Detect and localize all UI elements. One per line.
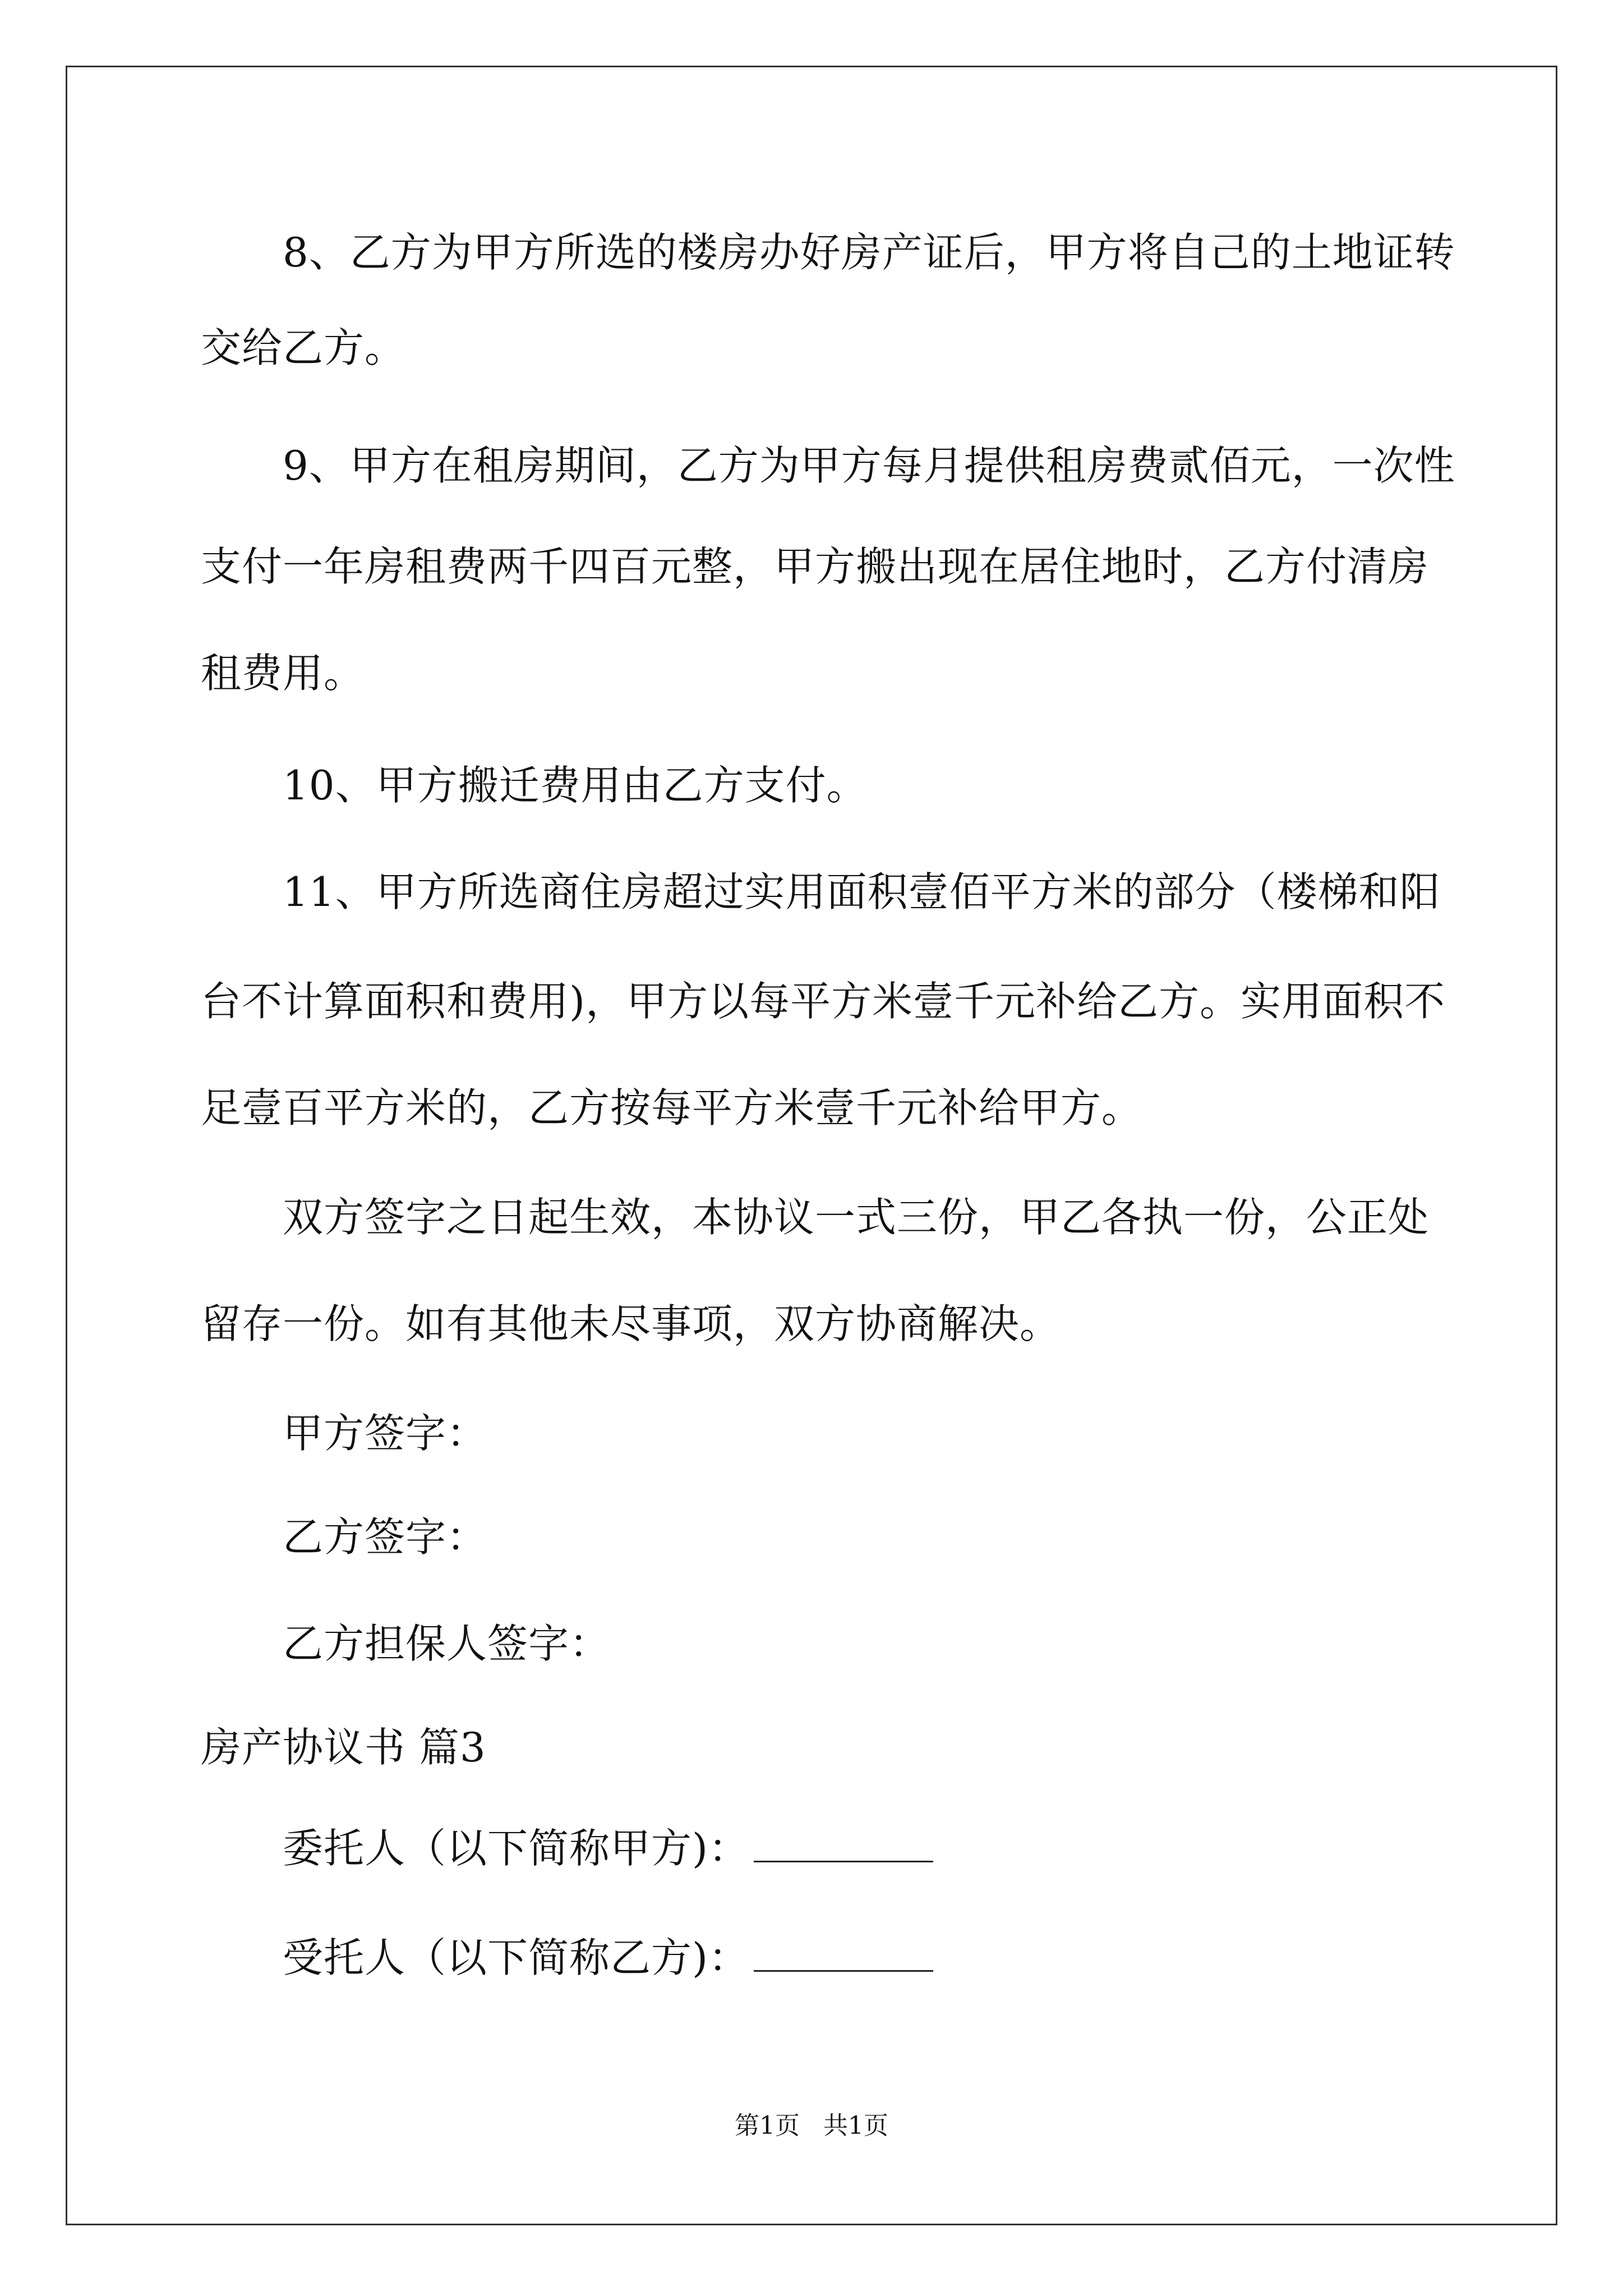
paragraph-9-line-3: 租费用。 (201, 650, 365, 697)
party-a-signature-label: 甲方签字： (201, 1410, 488, 1457)
principal-blank (754, 1824, 933, 1862)
paragraph-11-line-3: 足壹百平方米的，乙方按每平方米壹千元补给甲方。 (201, 1084, 1143, 1131)
agent-line (201, 1930, 1429, 1986)
paragraph-10-line-1: 10、甲方搬迁费用由乙方支付。 (201, 762, 868, 809)
page-number: 第1页 共1页 (735, 2111, 888, 2140)
effective-clause-line-1: 双方签字之日起生效，本协议一式三份，甲乙各执一份，公正处 (201, 1194, 1430, 1241)
effective-clause-line-2: 留存一份。如有其他未尽事项，双方协商解决。 (201, 1300, 1061, 1347)
page-border (66, 66, 1557, 2225)
guarantor-signature-label: 乙方担保人签字： (201, 1620, 611, 1667)
paragraph-9-line-2: 支付一年房租费两千四百元整，甲方搬出现在居住地时，乙方付清房 (201, 543, 1430, 590)
party-b-signature-label: 乙方签字： (201, 1513, 488, 1561)
agent-label: 受托人（以下简称乙方)： (201, 1934, 750, 1981)
page-footer (0, 2109, 1623, 2143)
principal-line (201, 1820, 1429, 1876)
paragraph-9-line-1: 9、甲方在租房期间，乙方为甲方每月提供租房费贰佰元，一次性 (201, 442, 1455, 489)
agent-blank (754, 1933, 933, 1972)
principal-label: 委托人（以下简称甲方)： (201, 1825, 750, 1872)
paragraph-11-line-2: 台不计算面积和费用)，甲方以每平方米壹千元补给乙方。实用面积不 (201, 978, 1446, 1025)
paragraph-11-line-1: 11、甲方所选商住房超过实用面积壹佰平方米的部分（楼梯和阳 (201, 868, 1441, 915)
paragraph-8-line-2: 交给乙方。 (201, 324, 406, 371)
section-heading: 房产协议书 篇3 (201, 1724, 486, 1771)
paragraph-8-line-1: 8、乙方为甲方所选的楼房办好房产证后，甲方将自己的土地证转 (201, 229, 1455, 276)
